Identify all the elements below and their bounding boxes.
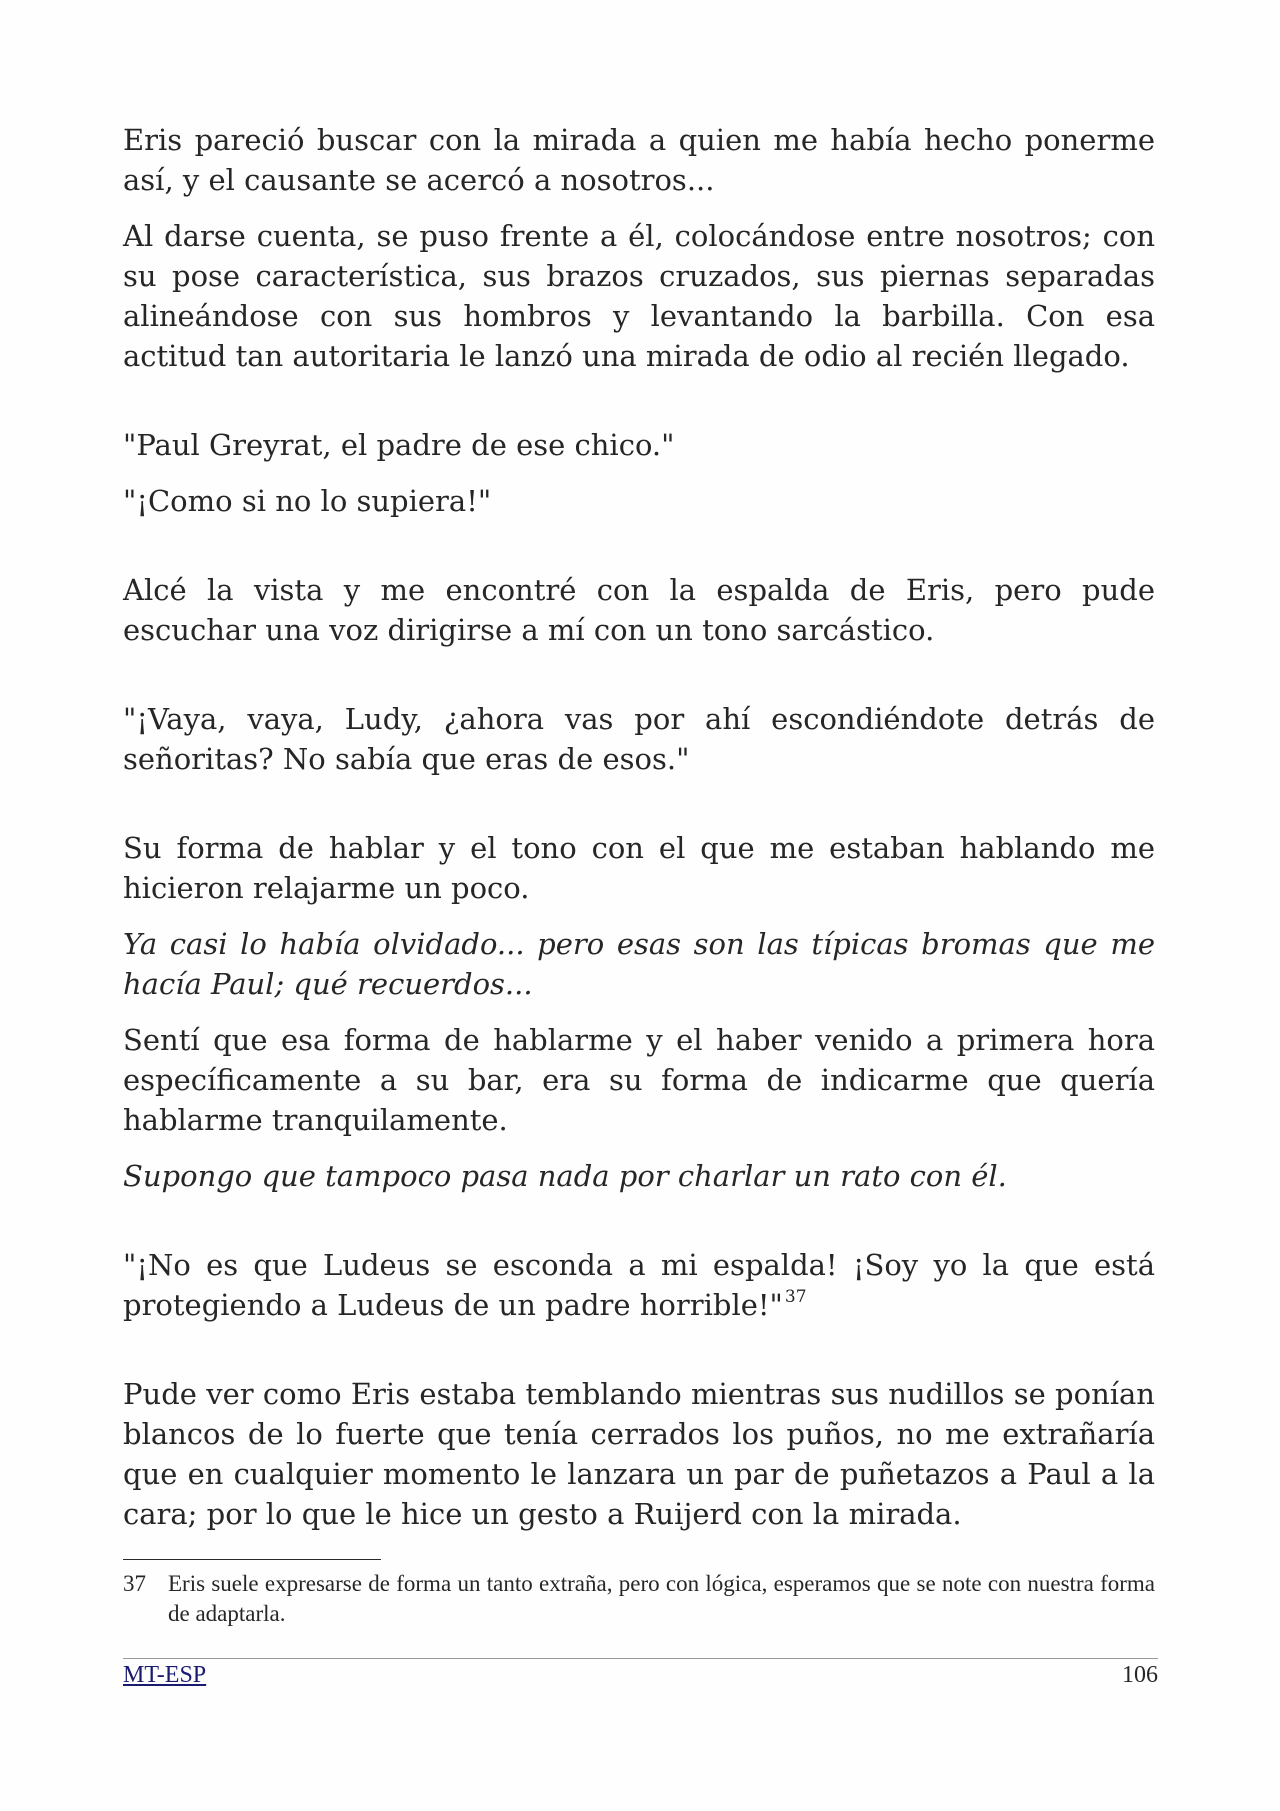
footnote-text: Eris suele expresarse de forma un tanto extraña, pero con lógica, esperamos que se note con nuestra forma de adaptarla. [168,1571,1155,1626]
thought-2: Supongo que tampoco pasa nada por charlar un rato con él. [123,1159,1007,1193]
footnote-separator [123,1559,381,1560]
thought-1: Ya casi lo había olvidado... pero esas son las típicas bromas que me hacía Paul; qué recuerdos... [123,927,1155,1001]
paragraph-3: Alcé la vista y me encontré con la espalda de Eris, pero pude escuchar una voz dirigirse a mí con un tono sarcástico. [123,573,1155,647]
paragraph-5: Sentí que esa forma de hablarme y el haber venido a primera hora específicamente a su bar, era su forma de indicarme que quería hablarme tranquilamente. [123,1023,1155,1137]
dialogue-line-4-text: "¡No es que Ludeus se esconda a mi espalda! ¡Soy yo la que está protegiendo a Ludeus de un padre horrible!" [123,1248,1155,1322]
paragraph-6: Pude ver como Eris estaba temblando mientras sus nudillos se ponían blancos de lo fuerte que tenía cerrados los puños, no me extrañaría que en cualquier momento le lanzara un par de puñetazos a Paul a la cara; por lo que le hice un gesto a Ruijerd con la mirada. [123,1377,1155,1531]
footnote [123,1569,1155,1629]
footnote-number: 37 [123,1571,146,1596]
page-number: 106 [1122,1662,1158,1688]
footer-link-mt-esp[interactable]: MT-ESP [123,1662,207,1688]
dialogue-line-3: "¡Vaya, vaya, Ludy, ¿ahora vas por ahí escondiéndote detrás de señoritas? No sabía que eras de esos." [123,702,1155,776]
paragraph-2: Al darse cuenta, se puso frente a él, colocándose entre nosotros; con su pose característica, sus brazos cruzados, sus piernas separadas alineándose con sus hombros y levantando la barbilla. Con esa actitud tan autoritaria le lanzó una mirada de odio al recién llegado. [123,219,1155,373]
paragraph-1: Eris pareció buscar con la mirada a quien me había hecho ponerme así, y el causante se acercó a nosotros... [123,123,1155,197]
footnote-reference[interactable]: 37 [784,1287,807,1307]
dialogue-line-1: "Paul Greyrat, el padre de ese chico." [123,428,675,462]
paragraph-4: Su forma de hablar y el tono con el que me estaban hablando me hicieron relajarme un poco. [123,831,1155,905]
dialogue-line-2: "¡Como si no lo supiera!" [123,484,492,518]
footer-divider [123,1658,1158,1659]
dialogue-line-4 [123,1245,1155,1325]
body-text [123,120,1155,1534]
